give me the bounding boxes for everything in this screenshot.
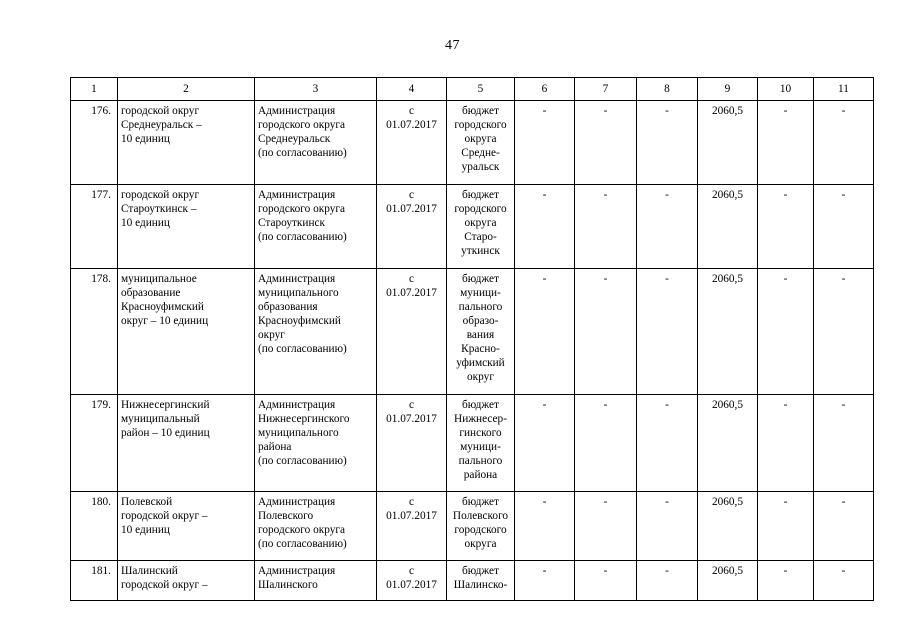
table-row xyxy=(71,185,874,269)
executor-cell: Администрация Шалинского xyxy=(255,561,377,601)
table-row xyxy=(71,269,874,395)
territory-cell: Шалинский городской округ – xyxy=(118,561,255,601)
col8-cell: - xyxy=(637,561,698,601)
col7-cell: - xyxy=(575,492,637,561)
territory-cell: муниципальное образование Красноуфимский округ – 10 единиц xyxy=(118,269,255,395)
table-row xyxy=(71,492,874,561)
funding-source-cell: бюджет муници- пального образо- вания Красно- уфимский округ xyxy=(447,269,515,395)
col10-cell: - xyxy=(758,269,814,395)
column-number: 3 xyxy=(255,78,377,101)
column-number: 6 xyxy=(515,78,575,101)
funding-source-cell: бюджет городского округа Средне- уральск xyxy=(447,101,515,185)
col8-cell: - xyxy=(637,101,698,185)
column-number: 7 xyxy=(575,78,637,101)
funding-source-cell: бюджет Полевского городского округа xyxy=(447,492,515,561)
row-number: 177. xyxy=(71,185,118,269)
col7-cell: - xyxy=(575,269,637,395)
col11-cell: - xyxy=(814,395,874,492)
col8-cell: - xyxy=(637,492,698,561)
column-number-row xyxy=(71,78,874,101)
period-cell: с 01.07.2017 xyxy=(377,395,447,492)
col6-cell: - xyxy=(515,395,575,492)
col11-cell: - xyxy=(814,185,874,269)
program-table xyxy=(70,77,874,601)
col11-cell: - xyxy=(814,561,874,601)
row-number: 176. xyxy=(71,101,118,185)
row-number: 179. xyxy=(71,395,118,492)
amount-cell: 2060,5 xyxy=(698,492,758,561)
col10-cell: - xyxy=(758,561,814,601)
table-row xyxy=(71,101,874,185)
col10-cell: - xyxy=(758,395,814,492)
amount-cell: 2060,5 xyxy=(698,395,758,492)
executor-cell: Администрация Полевского городского округа (по согласованию) xyxy=(255,492,377,561)
funding-source-cell: бюджет Шалинско- xyxy=(447,561,515,601)
col6-cell: - xyxy=(515,185,575,269)
executor-cell: Администрация Нижнесергинского муниципального района (по согласованию) xyxy=(255,395,377,492)
col10-cell: - xyxy=(758,492,814,561)
row-number: 181. xyxy=(71,561,118,601)
period-cell: с 01.07.2017 xyxy=(377,185,447,269)
executor-cell: Администрация городского округа Среднеуральск (по согласованию) xyxy=(255,101,377,185)
territory-cell: Нижнесергинский муниципальный район – 10 единиц xyxy=(118,395,255,492)
column-number: 4 xyxy=(377,78,447,101)
col6-cell: - xyxy=(515,101,575,185)
amount-cell: 2060,5 xyxy=(698,561,758,601)
col6-cell: - xyxy=(515,269,575,395)
column-number: 9 xyxy=(698,78,758,101)
executor-cell: Администрация городского округа Староуткинск (по согласованию) xyxy=(255,185,377,269)
column-number: 2 xyxy=(118,78,255,101)
territory-cell: Полевской городской округ – 10 единиц xyxy=(118,492,255,561)
col11-cell: - xyxy=(814,269,874,395)
period-cell: с 01.07.2017 xyxy=(377,561,447,601)
territory-cell: городской округ Среднеуральск – 10 единиц xyxy=(118,101,255,185)
col10-cell: - xyxy=(758,101,814,185)
amount-cell: 2060,5 xyxy=(698,269,758,395)
page-number: 47 xyxy=(445,38,460,53)
funding-source-cell: бюджет городского округа Старо- уткинск xyxy=(447,185,515,269)
col7-cell: - xyxy=(575,561,637,601)
col10-cell: - xyxy=(758,185,814,269)
column-number: 5 xyxy=(447,78,515,101)
column-number: 11 xyxy=(814,78,874,101)
col11-cell: - xyxy=(814,492,874,561)
col7-cell: - xyxy=(575,185,637,269)
period-cell: с 01.07.2017 xyxy=(377,101,447,185)
period-cell: с 01.07.2017 xyxy=(377,492,447,561)
column-number: 8 xyxy=(637,78,698,101)
col8-cell: - xyxy=(637,395,698,492)
executor-cell: Администрация муниципального образования Красноуфимский округ (по согласованию) xyxy=(255,269,377,395)
row-number: 178. xyxy=(71,269,118,395)
amount-cell: 2060,5 xyxy=(698,101,758,185)
territory-cell: городской округ Староуткинск – 10 единиц xyxy=(118,185,255,269)
column-number: 1 xyxy=(71,78,118,101)
table-row xyxy=(71,561,874,601)
col11-cell: - xyxy=(814,101,874,185)
col6-cell: - xyxy=(515,492,575,561)
col6-cell: - xyxy=(515,561,575,601)
col7-cell: - xyxy=(575,101,637,185)
col7-cell: - xyxy=(575,395,637,492)
period-cell: с 01.07.2017 xyxy=(377,269,447,395)
table-row xyxy=(71,395,874,492)
funding-source-cell: бюджет Нижнесер- гинского муници- пального района xyxy=(447,395,515,492)
col8-cell: - xyxy=(637,269,698,395)
amount-cell: 2060,5 xyxy=(698,185,758,269)
col8-cell: - xyxy=(637,185,698,269)
column-number: 10 xyxy=(758,78,814,101)
row-number: 180. xyxy=(71,492,118,561)
